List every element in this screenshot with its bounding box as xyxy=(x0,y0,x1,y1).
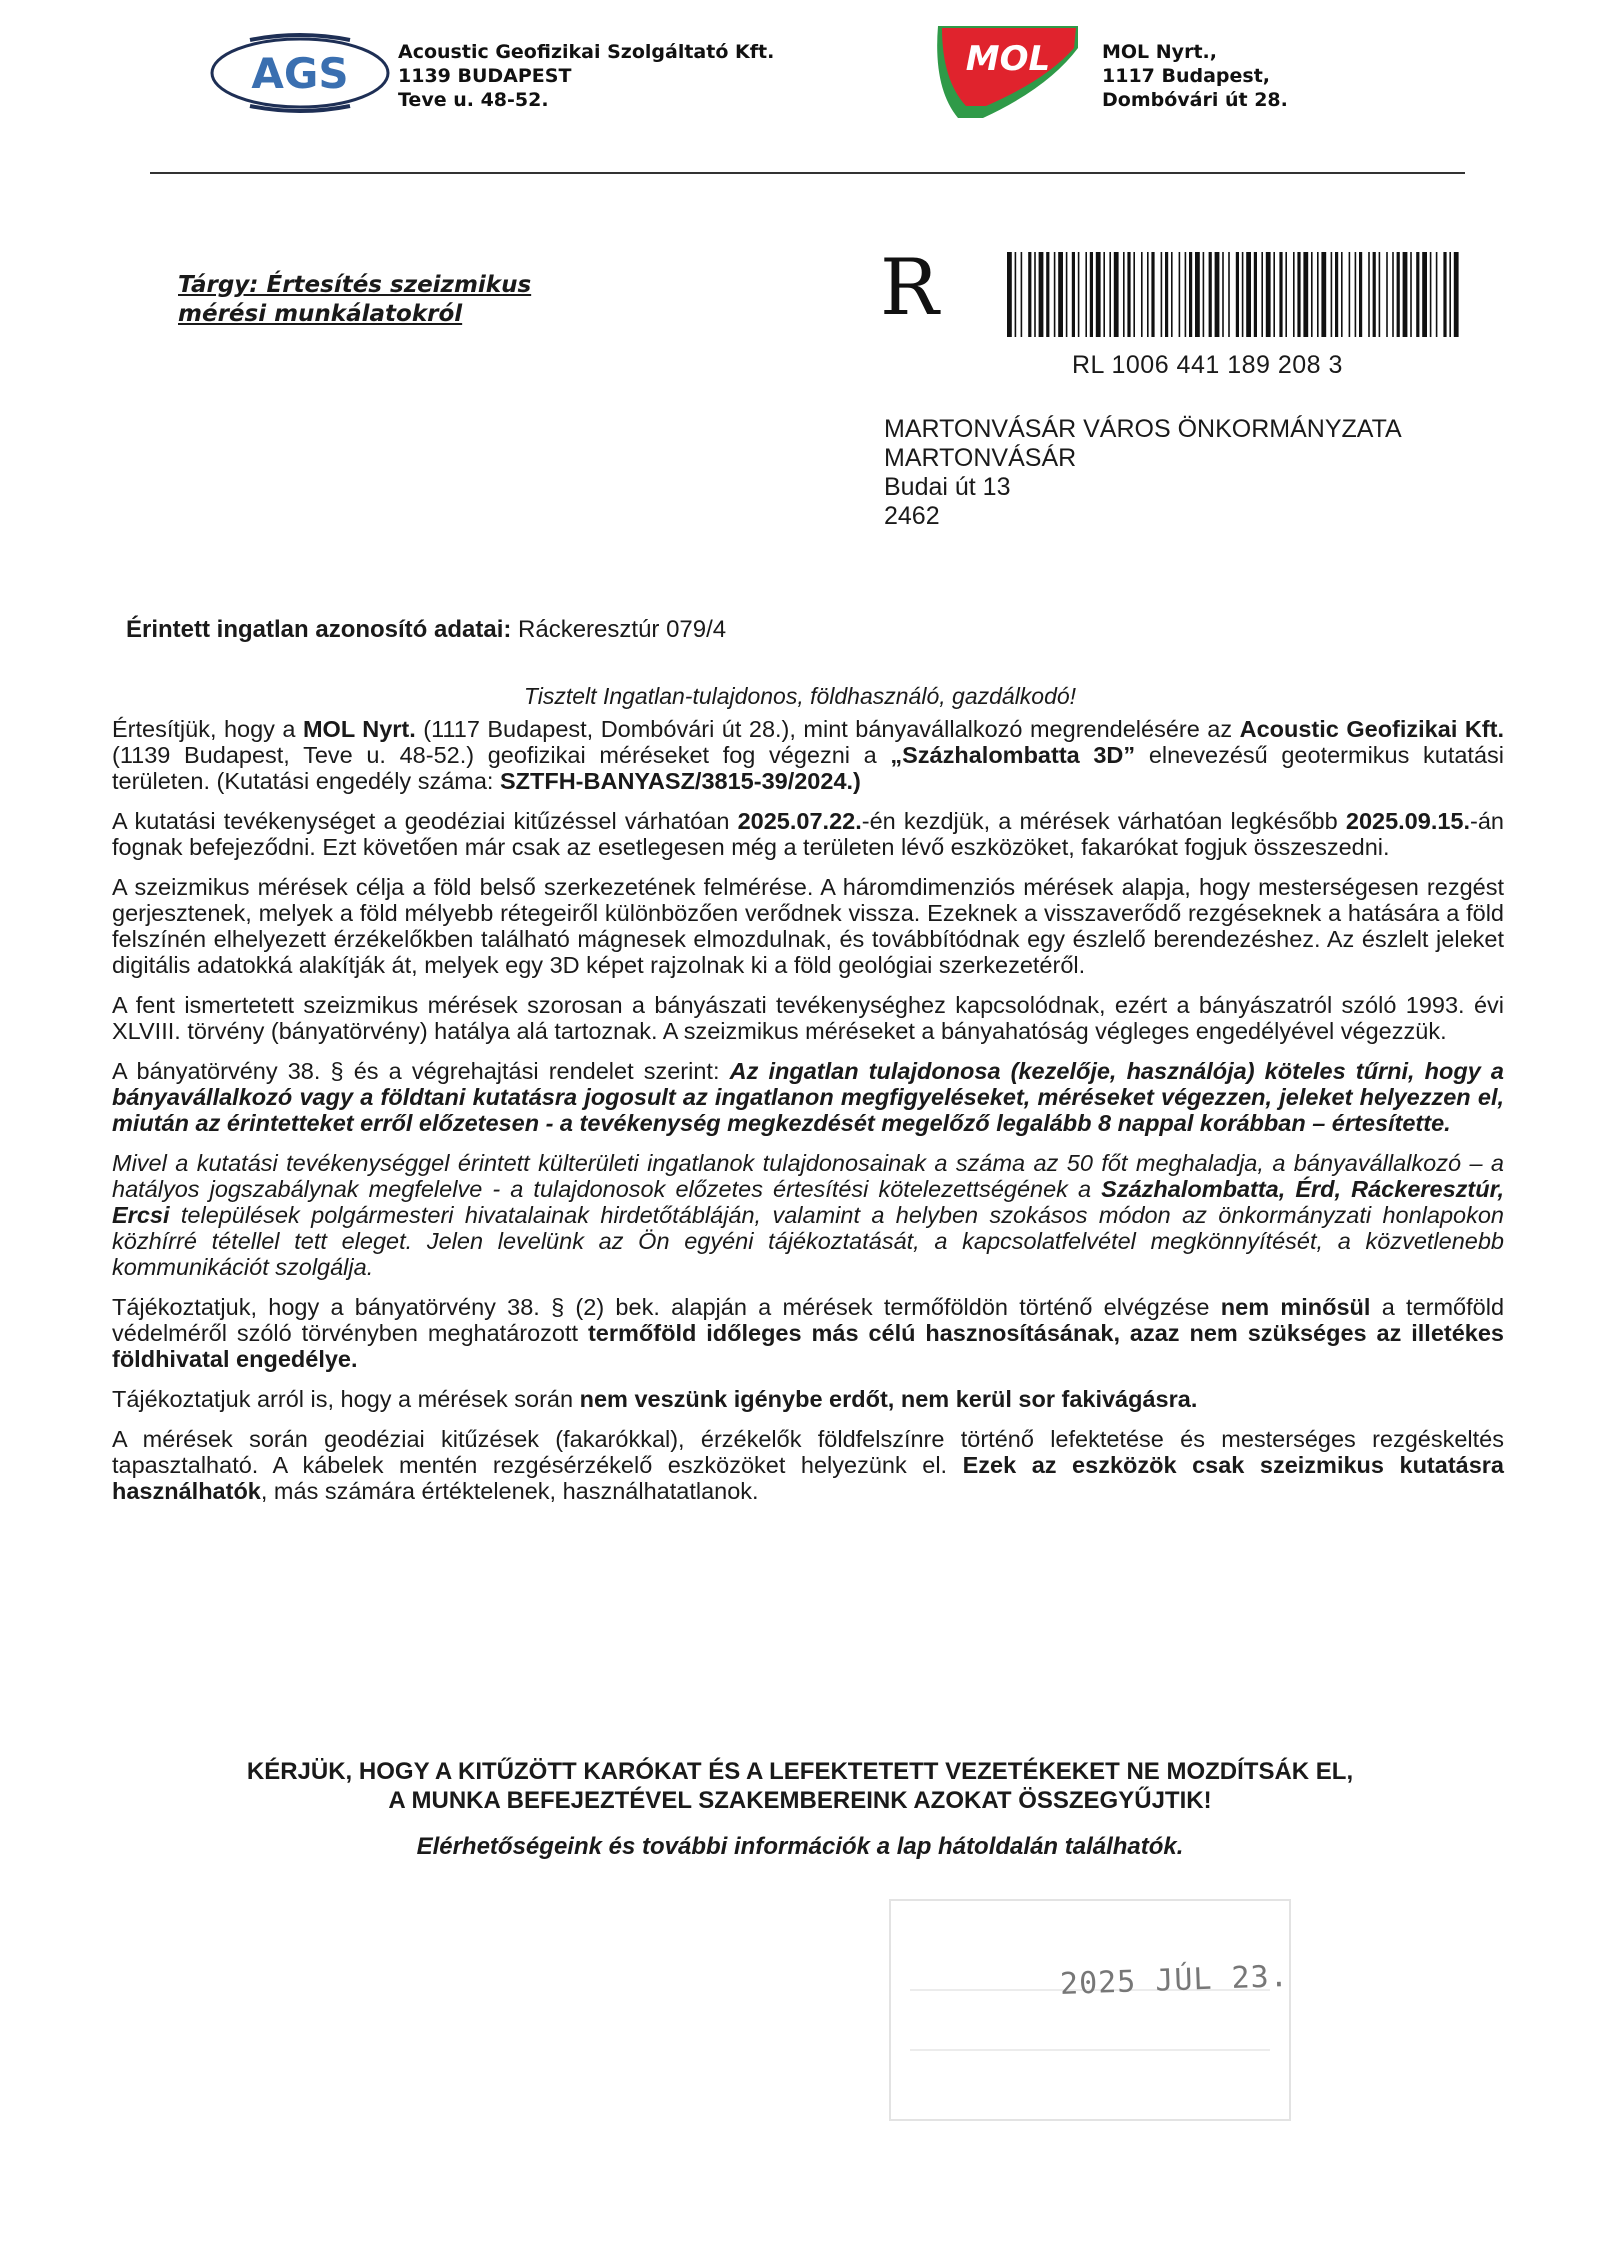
barcode-bar xyxy=(1379,252,1381,337)
client-street: Dombóvári út 28. xyxy=(1102,89,1288,111)
barcode-bar xyxy=(1090,252,1093,337)
barcode-bar xyxy=(1034,252,1036,337)
barcode-bar xyxy=(1266,252,1271,337)
recipient-line-2: MARTONVÁSÁR xyxy=(884,444,1077,472)
barcode-bar xyxy=(1021,252,1023,337)
barcode-bar xyxy=(1209,252,1212,337)
barcode-bar xyxy=(1449,252,1451,337)
client-name: MOL Nyrt., xyxy=(1102,41,1217,63)
paragraph-9: A mérések során geodéziai kitűzések (fakarókkal), érzékelők földfelszínre történő lefektetése és mesterséges rezgéskeltés tapasztalható. A kábelek mentén rezgésérzékelő eszközöket helyezünk el. Ezek az eszközök csak szeizmikus kutatásra használhatók, más számára értéktelenek, használhatatlanok. xyxy=(112,1426,1505,1504)
barcode-bar xyxy=(1246,252,1251,337)
property-id xyxy=(126,616,726,644)
barcode-bar xyxy=(1321,252,1326,337)
barcode-bar xyxy=(1368,252,1370,337)
paragraph-6: Mivel a kutatási tevékenységgel érintett külterületi ingatlanok tulajdonosainak a száma az 50 főt meghaladja, a bányavállalkozó – a hatályos jogszabálynak megfelelve - a tulajdonosok előzetes értesítési kötelezettségének a Százhalombatta, Érd, Ráckeresztúr, Ercsi települések polgármesteri hivatalainak hirdetőtábláján, valamint a helyben szokásos módon az önkormányzati honlapokon közhírré tétellel tett eleget. Jelen levelünk az Ön egyéni tájékoztatását, a kapcsolatfelvétel megkönnyítését, a közvetlenebb kommunikációt szolgálja. xyxy=(112,1150,1504,1280)
stamp-date: 2025 JÚL 23. xyxy=(1059,1959,1290,2002)
barcode-bar xyxy=(1359,252,1362,337)
receipt-stamp xyxy=(850,1880,1320,2140)
barcode-bar xyxy=(1151,252,1154,337)
barcode-bar xyxy=(1127,252,1130,337)
barcode-bar xyxy=(1147,252,1149,337)
barcode-bar xyxy=(1195,252,1200,337)
client-city: 1117 Budapest, xyxy=(1102,65,1271,87)
barcode-bar xyxy=(1349,252,1351,337)
barcode-bar xyxy=(1228,252,1230,337)
paragraph-1: Értesítjük, hogy a MOL Nyrt. (1117 Budapest, Dombóvári út 28.), mint bányavállalkozó megrendelésére az Acoustic Geofizikai Kft. (1139 Budapest, Teve u. 48-52.) geofizikai méréseket fog végezni a „Százhalombatta 3D” elnevezésű geotermikus kutatási területen. (Kutatási engedély száma: SZTFH-BANYASZ/3815-39/2024.) xyxy=(112,716,1504,794)
barcode-bar xyxy=(1285,252,1287,337)
sender-city: 1139 BUDAPEST xyxy=(398,65,572,87)
barcode-bar xyxy=(1236,252,1239,337)
barcode-bar xyxy=(1279,252,1282,337)
barcode-bar xyxy=(1430,252,1432,337)
barcode-bar xyxy=(1317,252,1319,337)
barcode-bar xyxy=(1028,252,1031,337)
barcode-bar xyxy=(1165,252,1168,337)
paragraph-3: A szeizmikus mérések célja a föld belső szerkezetének felmérése. A háromdimenziós mérések alapja, hogy mesterségesen rezgést gerjesztenek, melyek a föld mélyebb rétegeiről különbözően verődnek vissza. Ezeknek a visszaverődő rezgéseknek a hatására a föld felszínén elhelyezett érzékelőkben található mágnesek elmozdulnak, és továbbítódnak egy észlelő berendezéshez. Az észlelt jeleket digitális adatokká alakítják át, melyek egy 3D képet rajzolnak ki a föld geológiai szerkezetéről. xyxy=(112,874,1504,978)
barcode-bar xyxy=(1422,252,1427,337)
barcode-bar xyxy=(1261,252,1263,337)
paragraph-8: Tájékoztatjuk arról is, hogy a mérések során nem veszünk igénybe erdőt, nem kerül sor fakivágásra. xyxy=(112,1386,1198,1412)
mol-logo-text: MOL xyxy=(965,39,1051,79)
greeting: Tisztelt Ingatlan-tulajdonos, földhasználó, gazdálkodó! xyxy=(523,683,1077,709)
barcode-bar xyxy=(1058,252,1063,337)
notice-caps xyxy=(0,1757,1600,1815)
barcode-bar xyxy=(1311,252,1313,337)
barcode xyxy=(1005,252,1460,337)
barcode-bar xyxy=(1085,252,1087,337)
barcode-bar xyxy=(1015,252,1017,337)
letter-body xyxy=(112,716,1504,1518)
recipient-line-4: 2462 xyxy=(884,502,940,530)
barcode-bar xyxy=(1039,252,1044,337)
barcode-bar xyxy=(1189,252,1192,337)
barcode-bar xyxy=(1242,252,1244,337)
barcode-bar xyxy=(1215,252,1220,337)
property-value: Ráckeresztúr 079/4 xyxy=(518,616,727,643)
barcode-bar xyxy=(1331,252,1333,337)
barcode-bar xyxy=(1114,252,1119,337)
barcode-bar xyxy=(1293,252,1295,337)
subject-line-2: mérési munkálatokról xyxy=(178,301,463,327)
barcode-bar xyxy=(1386,252,1388,337)
barcode-bar xyxy=(1443,252,1446,337)
barcode-bar xyxy=(1416,252,1419,337)
recipient-line-3: Budai út 13 xyxy=(884,473,1011,501)
barcode-bar xyxy=(1185,252,1187,337)
header-divider xyxy=(150,172,1465,174)
barcode-bar xyxy=(1335,252,1338,337)
barcode-bar xyxy=(1397,252,1400,337)
sender-block xyxy=(398,40,774,112)
recipient-line-1: MARTONVÁSÁR VÁROS ÖNKORMÁNYZATA xyxy=(884,415,1402,443)
barcode-bar xyxy=(1161,252,1163,337)
registered-number: RL 1006 441 189 208 3 xyxy=(1072,351,1343,379)
barcode-bar xyxy=(1454,252,1459,337)
barcode-bar xyxy=(1273,252,1275,337)
barcode-bar xyxy=(1355,252,1357,337)
barcode-bar xyxy=(1171,252,1173,337)
barcode-bar xyxy=(1222,252,1224,337)
barcode-bar xyxy=(1254,252,1257,337)
ags-logo-text: AGS xyxy=(251,49,349,98)
property-label: Érintett ingatlan azonosító adatai: xyxy=(126,616,512,643)
barcode-bar xyxy=(1373,252,1376,337)
sender-street: Teve u. 48-52. xyxy=(398,89,549,111)
barcode-bar xyxy=(1096,252,1101,337)
barcode-bar xyxy=(1078,252,1080,337)
barcode-bar xyxy=(1141,252,1143,337)
barcode-bar xyxy=(1403,252,1408,337)
barcode-bar xyxy=(1410,252,1412,337)
barcode-bar xyxy=(1072,252,1075,337)
paragraph-2: A kutatási tevékenységet a geodéziai kitűzéssel várhatóan 2025.07.22.-én kezdjük, a mérések várhatóan legkésőbb 2025.09.15.-án fognak befejeződni. Ezt követően már csak az esetlegesen még a területen lévő eszközöket, fakarókat fogjuk összeszedni. xyxy=(112,808,1504,860)
paragraph-7: Tájékoztatjuk, hogy a bányatörvény 38. § (2) bek. alapján a mérések termőföldön történő elvégzése nem minősül a termőföld védelméről szóló törvényben meghatározott termőföld időleges más célú hasznosításának, azaz nem szükséges az illetékes földhivatal engedélye. xyxy=(112,1294,1505,1372)
barcode-bar xyxy=(1341,252,1343,337)
registered-mail-letter: R xyxy=(880,243,939,333)
paragraph-4: A fent ismertetett szeizmikus mérések szorosan a bányászati tevékenységhez kapcsolódnak, ezért a bányászatról szóló 1993. évi XLVIII. törvény (bányatörvény) hatálya alá tartoznak. A szeizmikus méréseket a bányahatóság végleges engedélyével végezzük. xyxy=(112,992,1504,1044)
contact-note: Elérhetőségeink és további információk a lap hátoldalán találhatók. xyxy=(416,1833,1184,1860)
subject-line-1: Tárgy: Értesítés szeizmikus xyxy=(178,272,532,298)
barcode-bar xyxy=(1007,252,1012,337)
barcode-bar xyxy=(1179,252,1181,337)
barcode-bar xyxy=(1103,252,1105,337)
subject xyxy=(178,271,531,329)
mol-logo xyxy=(928,18,1088,128)
barcode-bar xyxy=(1046,252,1049,337)
barcode-bar xyxy=(1123,252,1125,337)
barcode-bar xyxy=(1133,252,1135,337)
client-block xyxy=(1102,40,1288,112)
recipient-address xyxy=(884,415,1402,531)
ags-logo xyxy=(210,28,390,118)
barcode-bar xyxy=(1392,252,1394,337)
barcode-bar xyxy=(1109,252,1111,337)
barcode-bar xyxy=(1054,252,1056,337)
notice-line-2: A MUNKA BEFEJEZTÉVEL SZAKEMBEREINK AZOKAT ÖSSZEGYŰJTIK! xyxy=(388,1787,1212,1814)
barcode-bar xyxy=(1297,252,1300,337)
barcode-bar xyxy=(1303,252,1308,337)
barcode-bar xyxy=(1203,252,1205,337)
notice-line-1: KÉRJÜK, HOGY A KITŰZÖTT KARÓKAT ÉS A LEFEKTETETT VEZETÉKEKET NE MOZDÍTSÁK EL, xyxy=(246,1758,1354,1785)
paragraph-5: A bányatörvény 38. § és a végrehajtási rendelet szerint: Az ingatlan tulajdonosa (kezelője, használója) köteles tűrni, hogy a bányavállalkozó vagy a földtani kutatásra jogosult az ingatlanon megfigyeléseket, méréseket végezzen, jeleket helyezzen el, miután az érintetteket erről előzetesen - a tevékenység megkezdését megelőző legalább 8 nappal korábban – értesítette. xyxy=(112,1058,1504,1136)
barcode-bar xyxy=(1436,252,1438,337)
barcode-bar xyxy=(1066,252,1068,337)
sender-name: Acoustic Geofizikai Szolgáltató Kft. xyxy=(398,41,775,63)
